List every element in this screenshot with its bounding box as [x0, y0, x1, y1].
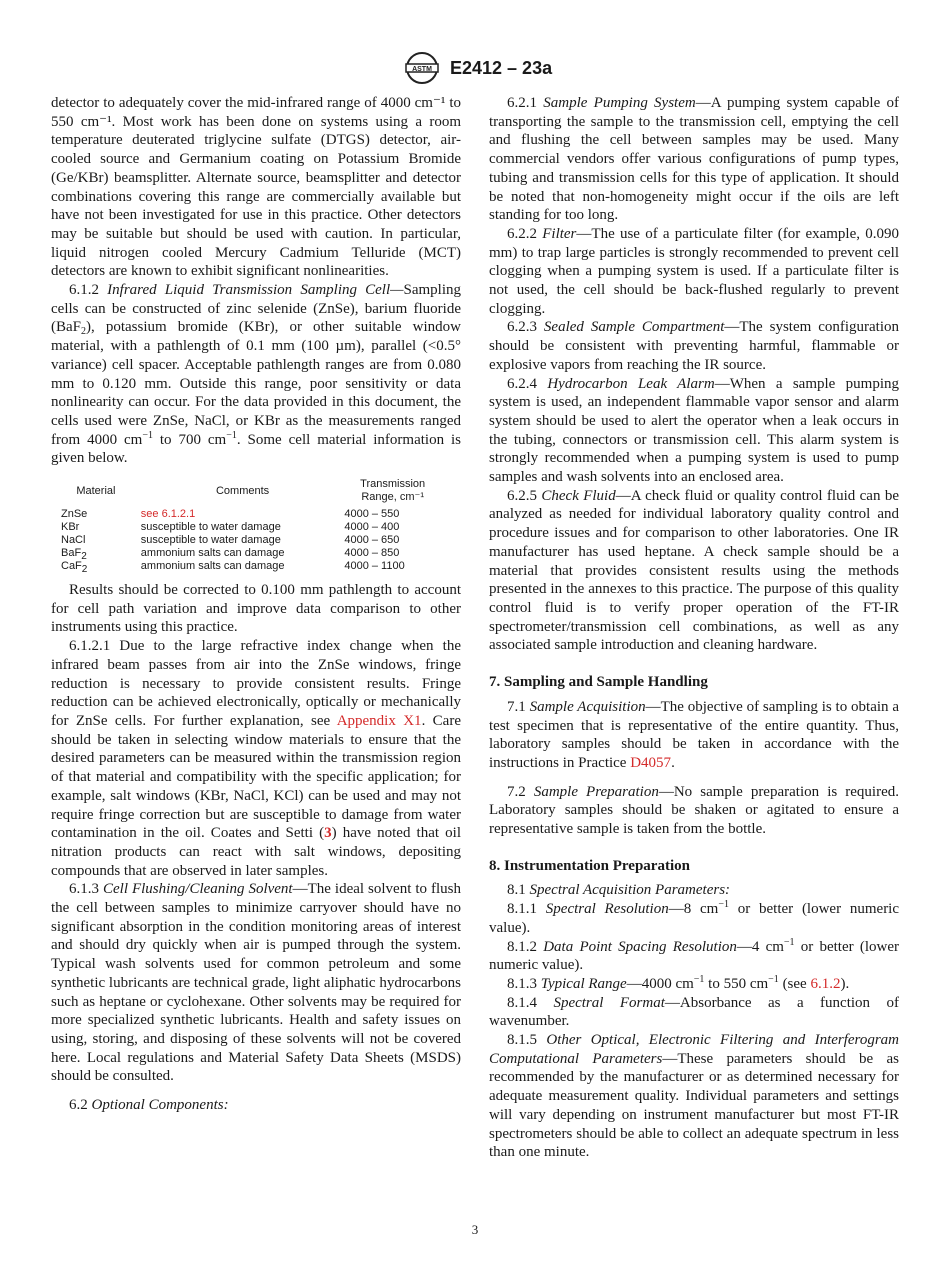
table-cell-comment: susceptible to water damage — [140, 534, 281, 547]
table-row — [51, 508, 441, 521]
table-header-material: Material — [76, 484, 116, 497]
paragraph-6-1-2: 6.1.2 Infrared Liquid Transmission Sampling Cell—Sampling cells can be constructed of zinc selenide (ZnSe), barium fluoride (BaF$_2$), potassium bromide (KBr), or other suitable window material, with a pathlength of 0.1 mm (100 µm), parallel (<0.5° variance) cell spacer. Acceptable pathlength ranges are from 0.080 mm to 0.120 mm. Outside this range, poor sensitivity or data nonlinearity can occur. For the data provided in this document, the cells used were ZnSe, NaCl, or KBr as the measurements ranged from 4000 $cm^{-1}$ to 700 $cm^{-1}$. Some cell material information is given below. — [51, 282, 462, 467]
right-column — [489, 94, 899, 1162]
table-cell-comment: susceptible to water damage — [140, 521, 281, 534]
page-number: 3 — [471, 1222, 479, 1237]
table-header-range: Transmission Range, cm⁻¹ — [360, 478, 426, 504]
paragraph-6-2-5: 6.2.5 Check Fluid—A check fluid or quality control fluid can be analyzed as needed for individual laboratory quality control and procedure issues and for comparison to other laboratories. One IR manufacturer has used heptane. A check sample should be a material that provides consistent results using the methods presented in the annexes to this practice. The purpose of this quality control fluid is to verify proper operation of the FT-IR spectrometer/transmission cell combinations, as well as any associated sample introduction and cleaning hardware. — [489, 487, 899, 654]
cell-material-table — [51, 478, 441, 576]
paragraph-detector: detector to adequately cover the mid-infrared range of 4000 cm⁻¹ to 550 cm⁻¹. Most work has been done on systems using a room temperature deuterated triglycine sulfate (DTGS) detector, air-cooled source and Germanium coating on Potassium Bromide (Ge/KBr) beamsplitter. Alternate source, beamsplitter and detector combinations covering this range are commercially available but have not been investigated for use in this practice. Other detectors may be suitable but should be used with caution. In particular, liquid nitrogen cooled Mercury Cadmium Telluride (MCT) detectors are known to exhibit significant nonlinearities. — [51, 95, 461, 280]
table-cell-material: KBr — [61, 521, 80, 534]
paragraph-6-2-3: 6.2.3 Sealed Sample Compartment—The system configuration should be consistent with preventing harmful, flammable or explosive vapors from reaching the IR source. — [489, 319, 900, 373]
table-row — [51, 521, 441, 534]
table-cell-range: 4000 – 1100 — [344, 560, 405, 573]
paragraph-8-1-3: 8.1.3 Typical Range—4000 $cm^{-1}$ to 550 $cm^{-1}$ (see 6.1.2). — [507, 973, 850, 992]
appendix-x1-link[interactable]: Appendix X1 — [336, 712, 422, 729]
document-designation: E2412 – 23a — [450, 58, 553, 78]
paragraph-7-1: 7.1 Sample Acquisition—The objective of sampling is to obtain a test specimen that is representative of the entire quantity. Thus, laboratory samples should be taken in accordance with the instructions in Practice D4057. — [489, 698, 899, 771]
paragraph-6-1-2-1: 6.1.2.1 Due to the large refractive index change when the infrared beam passes from air into the ZnSe windows, fringe reduction is necessary to provide consistent results. Fringe reduction can be achieved electronically, optically or mechanically for ZnSe cells. For further explanation, see Appendix X1. Care should be taken in selecting window materials to ensure that the desired parameters can be measured within the transmission region of that material and compatibility with the specific application; for example, salt windows (KBr, NaCl, KCl) can be used and may not require fringe correction but are susceptible to damage from water contamination in the oil. Coates and Setti (3) have noted that oil nitration products can react with salt windows, depositing compounds that are observed in later samples. — [51, 638, 461, 879]
table-cell-material: ZnSe — [61, 508, 88, 521]
paragraph-8-1-2: 8.1.2 Data Point Spacing Resolution—4 $cm^{-1}$ or better (lower numeric value). — [489, 936, 899, 974]
section-6-1-2-link[interactable]: 6.1.2 — [810, 975, 841, 992]
table-row — [51, 560, 441, 573]
svg-text:ASTM: ASTM — [412, 66, 432, 73]
table-cell-material: CaF$_2$ — [61, 560, 88, 576]
paragraph-8-1-4: 8.1.4 Spectral Format—Absorbance as a function of wavenumber. — [489, 994, 899, 1030]
paragraph-6-2: 6.2 Optional Components: — [69, 1097, 229, 1114]
d4057-link[interactable]: D4057 — [630, 754, 672, 771]
paragraph-8-1: 8.1 Spectral Acquisition Parameters: — [507, 882, 731, 899]
table-cell-material: NaCl — [61, 534, 86, 547]
section-7-heading: 7. Sampling and Sample Handling — [489, 674, 708, 691]
table-cell-range: 4000 – 550 — [344, 508, 400, 521]
astm-logo-icon — [402, 50, 442, 86]
paragraph-8-1-1: 8.1.1 Spectral Resolution—8 $cm^{-1}$ or better (lower numeric value). — [489, 899, 900, 936]
table-cell-comment-link[interactable]: see 6.1.2.1 — [140, 508, 196, 521]
table-header-comments: Comments — [215, 484, 270, 497]
paragraph-7-2: 7.2 Sample Preparation—No sample preparation is required. Laboratory samples should be shaken or agitated to ensure a representative sample is taken from the bottle. — [489, 783, 899, 838]
table-cell-range: 4000 – 850 — [344, 547, 400, 560]
paragraph-results: Results should be corrected to 0.100 mm pathlength to account for cell path variation and improve data comparison to other instruments using this practice. — [51, 582, 461, 636]
table-cell-material: BaF$_2$ — [61, 547, 87, 563]
paragraph-6-2-4: 6.2.4 Hydrocarbon Leak Alarm—When a sample pumping system is used, an independent flammable vapor sensor and alarm system should be used to alert the operator when a leak occurs in the tubing, connectors or transmission cell. This alarm system is strongly recommended when a pumping system is used to pump samples and wash solvents into an enclosed area. — [489, 375, 900, 486]
table-row — [51, 547, 441, 560]
paragraph-6-2-1: 6.2.1 Sample Pumping System—A pumping system capable of transporting the sample to the transmission cell, emptying the cell and flushing the cell between samples may be used. Many commercial vendors offer various configurations of pump types, tubing and transmission cells for this type of application. It should be noted that non-homogeneity might occur if the oils are left standing for too long. — [489, 95, 899, 224]
table-cell-range: 4000 – 400 — [344, 521, 400, 534]
paragraph-6-1-3: 6.1.3 Cell Flushing/Cleaning Solvent—The ideal solvent to flush the cell between samples to minimize carryover should have no significant absorption in the condition monitoring areas of interest and should dry quickly when air is pumped through the system. Typical wash solvents used for common petroleum and some synthetic lubricants are technical grade, light aliphatic hydrocarbons such as heptane or cyclohexane. Other solvents may be required for more specialized synthetic lubricants. Health and safety issues on using, storing, and disposing of these solvents will not be covered here. Local regulations and Material Safety Data Sheets (MSDS) should be consulted. — [51, 881, 462, 1085]
paragraph-8-1-5: 8.1.5 Other Optical, Electronic Filtering and Interferogram Computational Parameters—These parameters should be as recommended by the manufacturer or as determined necessary for adequate measurement quality. Individual parameters and settings will vary depending on instrument manufacturer but most FT-IR spectrometers should be able to collect an adequate spectrum in less than one minute. — [489, 1032, 900, 1161]
table-cell-range: 4000 – 650 — [344, 534, 400, 547]
table-cell-comment: ammonium salts can damage — [140, 560, 285, 573]
left-column — [51, 94, 461, 1115]
page-header — [0, 48, 950, 88]
reference-3-link[interactable]: 3 — [324, 825, 332, 842]
section-8-heading: 8. Instrumentation Preparation — [489, 857, 690, 874]
table-cell-comment: ammonium salts can damage — [140, 547, 285, 560]
table-row — [51, 534, 441, 547]
paragraph-6-2-2: 6.2.2 Filter—The use of a particulate filter (for example, 0.090 mm) to trap large particles is strongly recommended to prevent cell clogging when a pumping system is used. If a particulate filter is not used, the cell should be back-flushed regularly to prevent clogging. — [489, 225, 899, 317]
